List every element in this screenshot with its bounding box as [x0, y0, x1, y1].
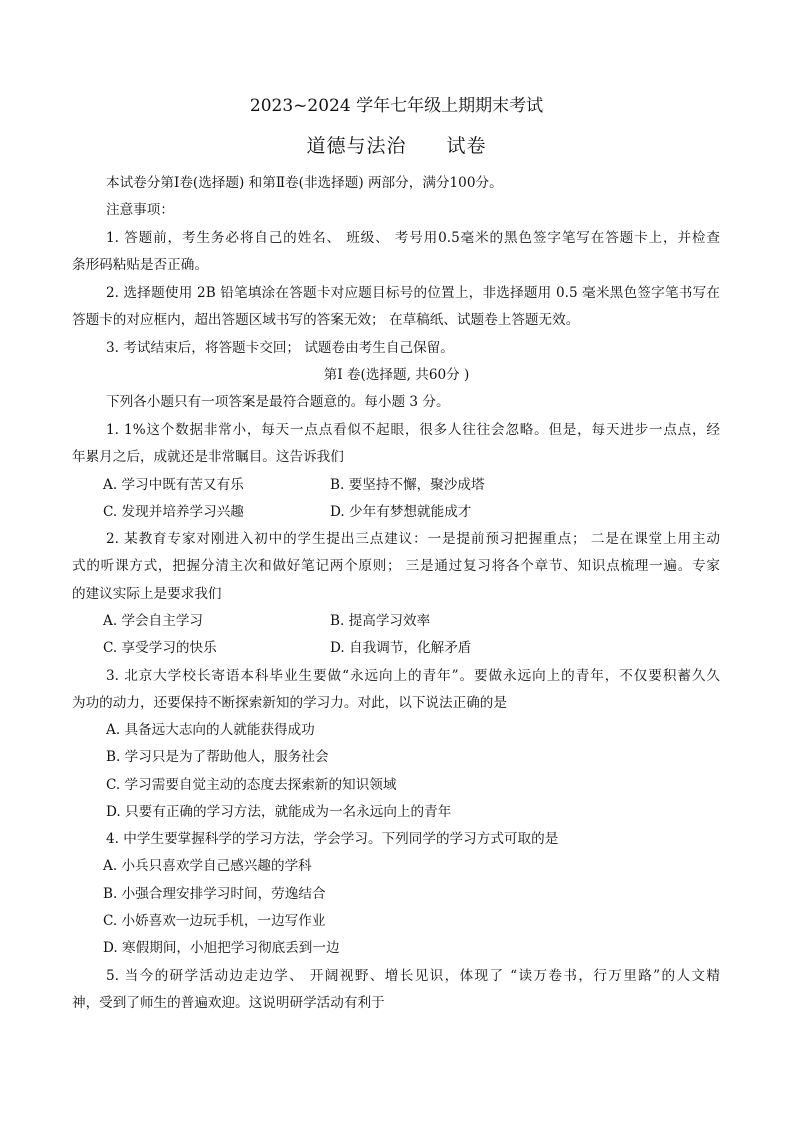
q4-stem: 4. 中学生要掌握科学的学习方法，学会学习。下列同学的学习方式可取的是: [106, 831, 559, 847]
section-1-title: 第Ⅰ 卷(选择题, 共60分 ): [323, 367, 470, 383]
section-1-instruction: 下列各小题只有一项答案是最符合题意的。每小题 3 分。: [106, 394, 450, 410]
note-2-line-1: 2. 选择题使用 2B 铅笔填涂在答题卡对应题目标号的位置上，非选择题用 0.5 毫米黑色签字笔书写在: [106, 285, 720, 301]
note-2-line-2: 答题卡的对应框内，超出答题区域书写的答案无效； 在草稿纸、试题卷上答题无效。: [72, 312, 580, 328]
q2-stem-line-2: 式的听课方式，把握分清主次和做好笔记两个原则； 三是通过复习将各个章节、知识点梳理一遍。专家: [72, 558, 720, 574]
q5-stem-line-2: 神，受到了师生的普遍欢迎。这说明研学活动有利于: [72, 995, 385, 1011]
q2-stem-line-1: 2. 某教育专家对刚进入初中的学生提出三点建议：一是提前预习把握重点； 二是在课堂上用主动: [106, 531, 720, 547]
q5-stem-line-1: 5. 当今的研学活动边走边学、 开阔视野、增长见识，体现了 “读万卷书，行万里路”的人文精: [106, 968, 720, 984]
q2-stem-line-3: 的建议实际上是要求我们: [72, 586, 222, 602]
q4-option-a: A. 小兵只喜欢学自己感兴趣的学科: [103, 858, 312, 874]
q1-option-d: D. 少年有梦想就能成才: [330, 504, 472, 520]
q3-option-a: A. 具备远大志向的人就能获得成功: [106, 722, 315, 738]
notes-heading: 注意事项：: [106, 202, 174, 218]
q4-option-d: D. 寒假期间，小旭把学习彻底丢到一边: [103, 940, 340, 956]
intro-text: 本试卷分第Ⅰ卷(选择题) 和第Ⅱ卷(非选择题) 两部分，满分100分。: [106, 175, 503, 191]
note-3: 3. 考试结束后，将答题卡交回； 试题卷由考生自己保留。: [106, 340, 454, 356]
q3-option-d: D. 只要有正确的学习方法，就能成为一名永远向上的青年: [106, 804, 452, 820]
q2-option-a: A. 学会自主学习: [103, 613, 204, 629]
note-1-line-1: 1. 答题前，考生务必将自己的姓名、 班级、 考号用0.5毫米的黑色签字笔写在答题卡上，并检查: [106, 230, 720, 246]
note-1-line-2: 条形码粘贴是否正确。: [72, 257, 208, 273]
q1-option-b: B. 要坚持不懈，聚沙成塔: [330, 477, 485, 493]
q4-option-b: B. 小强合理安排学习时间，劳逸结合: [103, 886, 326, 902]
exam-title: 2023~2024 学年七年级上期期末考试: [249, 96, 544, 116]
q2-option-d: D. 自我调节，化解矛盾: [330, 640, 472, 656]
q2-option-c: C. 享受学习的快乐: [103, 640, 217, 656]
q4-option-c: C. 小娇喜欢一边玩手机，一边写作业: [103, 913, 326, 929]
q1-stem-line-2: 年累月之后，成就还是非常瞩目。这告诉我们: [72, 449, 344, 465]
q3-option-b: B. 学习只是为了帮助他人，服务社会: [106, 749, 329, 765]
exam-subtitle: 道德与法治 试卷: [306, 135, 487, 157]
q3-stem-line-1: 3. 北京大学校长寄语本科毕业生要做“永远向上的青年”。要做永远向上的青年，不仅要积蓄久久: [106, 668, 720, 684]
q1-option-a: A. 学习中既有苦又有乐: [103, 477, 244, 493]
q2-option-b: B. 提高学习效率: [330, 613, 431, 629]
q3-option-c: C. 学习需要自觉主动的态度去探索新的知识领域: [106, 777, 397, 793]
q1-stem-line-1: 1. 1%这个数据非常小，每天一点点看似不起眼，很多人往往会忽略。但是，每天进步一点点，经: [106, 422, 720, 438]
q1-option-c: C. 发现并培养学习兴趣: [103, 504, 244, 520]
q3-stem-line-2: 为功的动力，还要保持不断探索新知的学习力。对此，以下说法正确的是: [72, 695, 507, 711]
